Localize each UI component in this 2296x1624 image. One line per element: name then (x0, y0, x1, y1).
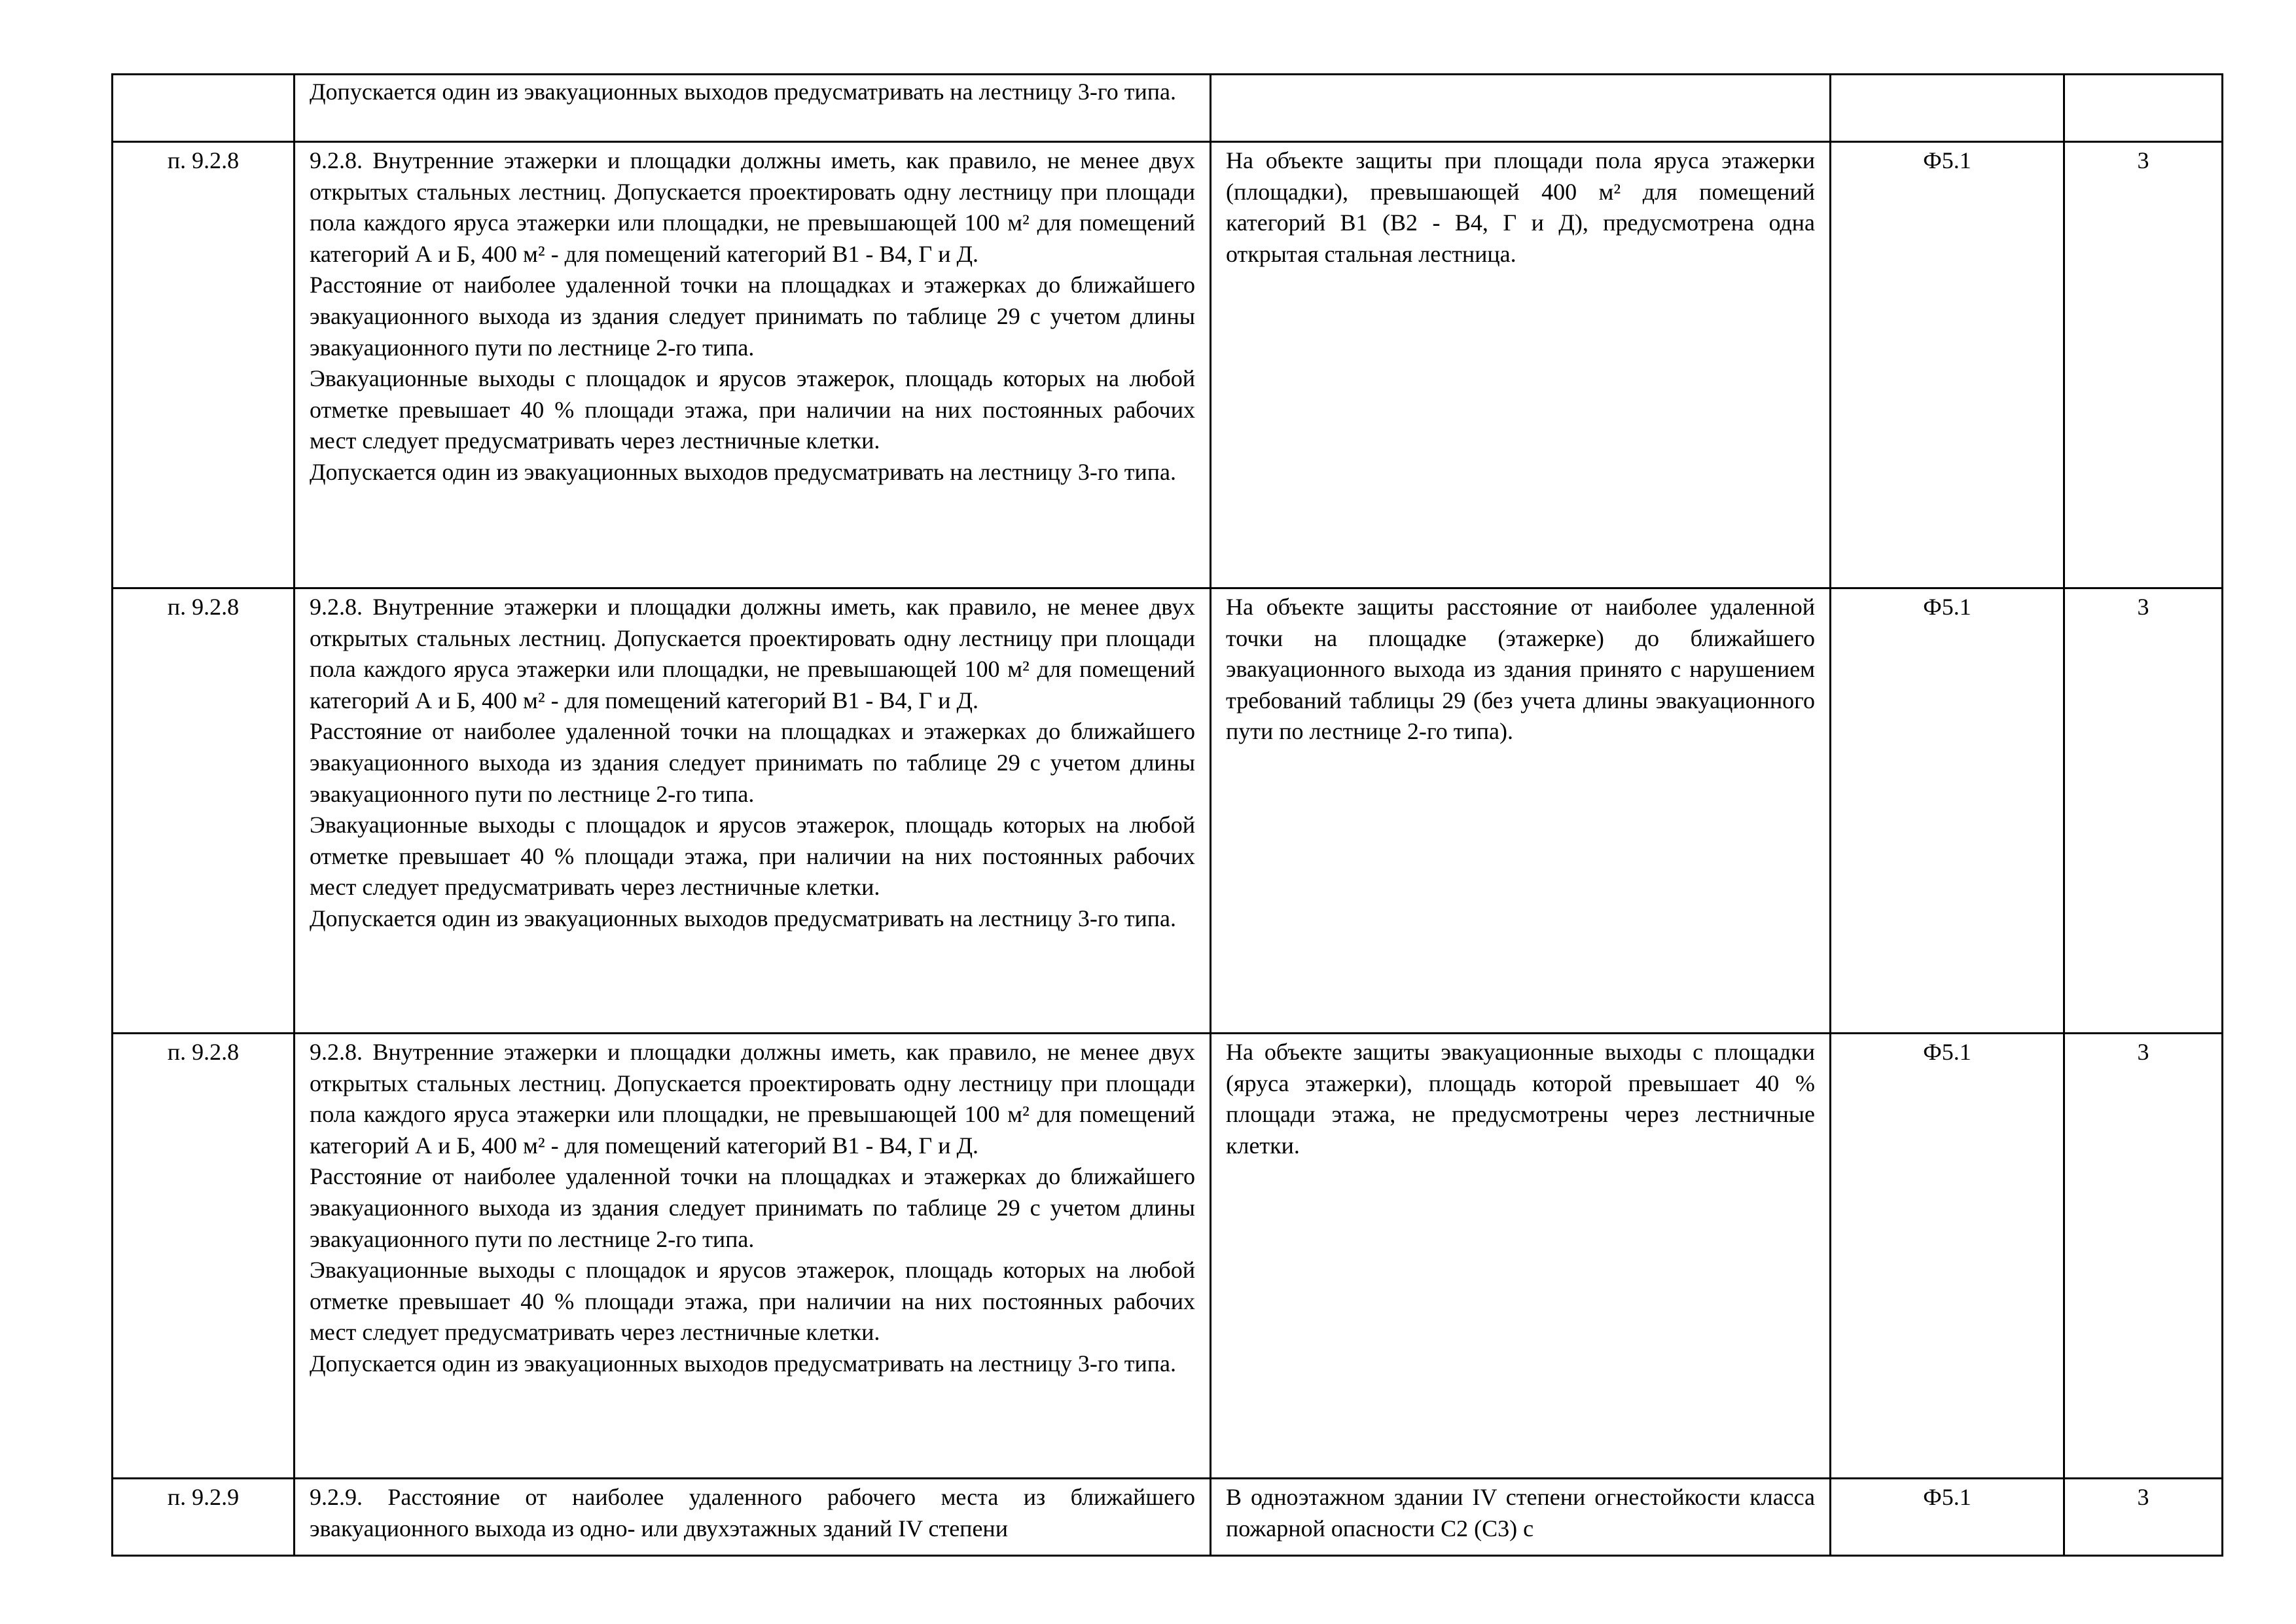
requirement-paragraph: 9.2.8. Внутренние этажерки и площадки должны иметь, как правило, не менее двух открытых стальных лестниц. Допускается проектировать одну лестницу при площади пола каждого яруса этажерки или площадки, не превышающей 100 м² для помещений категорий А и Б, 400 м² - для помещений категорий В1 - В4, Г и Д. (310, 147, 1195, 267)
requirement-cell (295, 588, 1211, 1034)
clause-cell: п. 9.2.8 (113, 142, 295, 588)
clause-cell: п. 9.2.8 (113, 588, 295, 1034)
class-cell: Ф5.1 (1831, 142, 2064, 588)
number-cell (2064, 75, 2223, 142)
requirement-paragraph: Эвакуационные выходы с площадок и ярусов этажерок, площадь которых на любой отметке превышает 40 % площади этажа, при наличии на них постоянных рабочих мест следует предусматривать через лестничные клетки. (310, 365, 1195, 454)
requirement-paragraph: Эвакуационные выходы с площадок и ярусов этажерок, площадь которых на любой отметке превышает 40 % площади этажа, при наличии на них постоянных рабочих мест следует предусматривать через лестничные клетки. (310, 812, 1195, 901)
table-row (113, 1034, 2223, 1479)
class-cell (1831, 75, 2064, 142)
requirements-table (111, 73, 2223, 1557)
violation-cell (1211, 142, 1831, 588)
requirement-paragraph: Допускается один из эвакуационных выходов предусматривать на лестницу 3-го типа. (310, 458, 1176, 485)
violation-text: На объекте защиты при площади пола яруса этажерки (площадки), превышающей 400 м² для помещений категорий В1 (В2 - В4, Г и Д), предусмотрена одна открытая стальная лестница. (1226, 147, 1815, 267)
number-cell: 3 (2064, 1479, 2223, 1556)
clause-cell: п. 9.2.9 (113, 1479, 295, 1556)
number-cell: 3 (2064, 1034, 2223, 1479)
violation-text: На объекте защиты эвакуационные выходы с площадки (яруса этажерки), площадь которой превышает 40 % площади этажа, не предусмотрены через лестничные клетки. (1226, 1039, 1815, 1159)
requirement-paragraph: Допускается один из эвакуационных выходов предусматривать на лестницу 3-го типа. (310, 905, 1176, 931)
requirement-paragraph: Допускается один из эвакуационных выходов предусматривать на лестницу 3-го типа. (310, 79, 1176, 105)
number-cell: 3 (2064, 588, 2223, 1034)
requirement-cell (295, 1034, 1211, 1479)
requirement-cell (295, 1479, 1211, 1556)
class-cell: Ф5.1 (1831, 1479, 2064, 1556)
table-row (113, 1479, 2223, 1556)
violation-cell (1211, 75, 1831, 142)
requirement-paragraph: 9.2.9. Расстояние от наиболее удаленного рабочего места из ближайшего эвакуационного выхода из одно- или двухэтажных зданий IV степени (310, 1484, 1195, 1542)
class-cell: Ф5.1 (1831, 1034, 2064, 1479)
table-row (113, 588, 2223, 1034)
requirement-cell (295, 75, 1211, 142)
class-cell: Ф5.1 (1831, 588, 2064, 1034)
requirement-paragraph: Эвакуационные выходы с площадок и ярусов этажерок, площадь которых на любой отметке превышает 40 % площади этажа, при наличии на них постоянных рабочих мест следует предусматривать через лестничные клетки. (310, 1257, 1195, 1346)
requirement-paragraph: Допускается один из эвакуационных выходов предусматривать на лестницу 3-го типа. (310, 1350, 1176, 1377)
requirement-paragraph: Расстояние от наиболее удаленной точки на площадках и этажерках до ближайшего эвакуационного выхода из здания следует принимать по таблице 29 с учетом длины эвакуационного пути по лестнице 2-го типа. (310, 1163, 1195, 1252)
table-row (113, 142, 2223, 588)
requirement-paragraph: 9.2.8. Внутренние этажерки и площадки должны иметь, как правило, не менее двух открытых стальных лестниц. Допускается проектировать одну лестницу при площади пола каждого яруса этажерки или площадки, не превышающей 100 м² для помещений категорий А и Б, 400 м² - для помещений категорий В1 - В4, Г и Д. (310, 1039, 1195, 1159)
violation-text: В одноэтажном здании IV степени огнестойкости класса пожарной опасности С2 (С3) с (1226, 1484, 1815, 1542)
violation-cell (1211, 1034, 1831, 1479)
violation-cell (1211, 588, 1831, 1034)
violation-cell (1211, 1479, 1831, 1556)
clause-cell (113, 75, 295, 142)
table-row (113, 75, 2223, 142)
requirement-paragraph: Расстояние от наиболее удаленной точки на площадках и этажерках до ближайшего эвакуационного выхода из здания следует принимать по таблице 29 с учетом длины эвакуационного пути по лестнице 2-го типа. (310, 718, 1195, 807)
requirement-cell (295, 142, 1211, 588)
requirement-paragraph: Расстояние от наиболее удаленной точки на площадках и этажерках до ближайшего эвакуационного выхода из здания следует принимать по таблице 29 с учетом длины эвакуационного пути по лестнице 2-го типа. (310, 272, 1195, 361)
clause-cell: п. 9.2.8 (113, 1034, 295, 1479)
number-cell: 3 (2064, 142, 2223, 588)
requirement-paragraph: 9.2.8. Внутренние этажерки и площадки должны иметь, как правило, не менее двух открытых стальных лестниц. Допускается проектировать одну лестницу при площади пола каждого яруса этажерки или площадки, не превышающей 100 м² для помещений категорий А и Б, 400 м² - для помещений категорий В1 - В4, Г и Д. (310, 594, 1195, 713)
violation-text: На объекте защиты расстояние от наиболее удаленной точки на площадке (этажерке) до ближайшего эвакуационного выхода из здания принято с нарушением требований таблицы 29 (без учета длины эвакуационного пути по лестнице 2-го типа). (1226, 594, 1815, 745)
